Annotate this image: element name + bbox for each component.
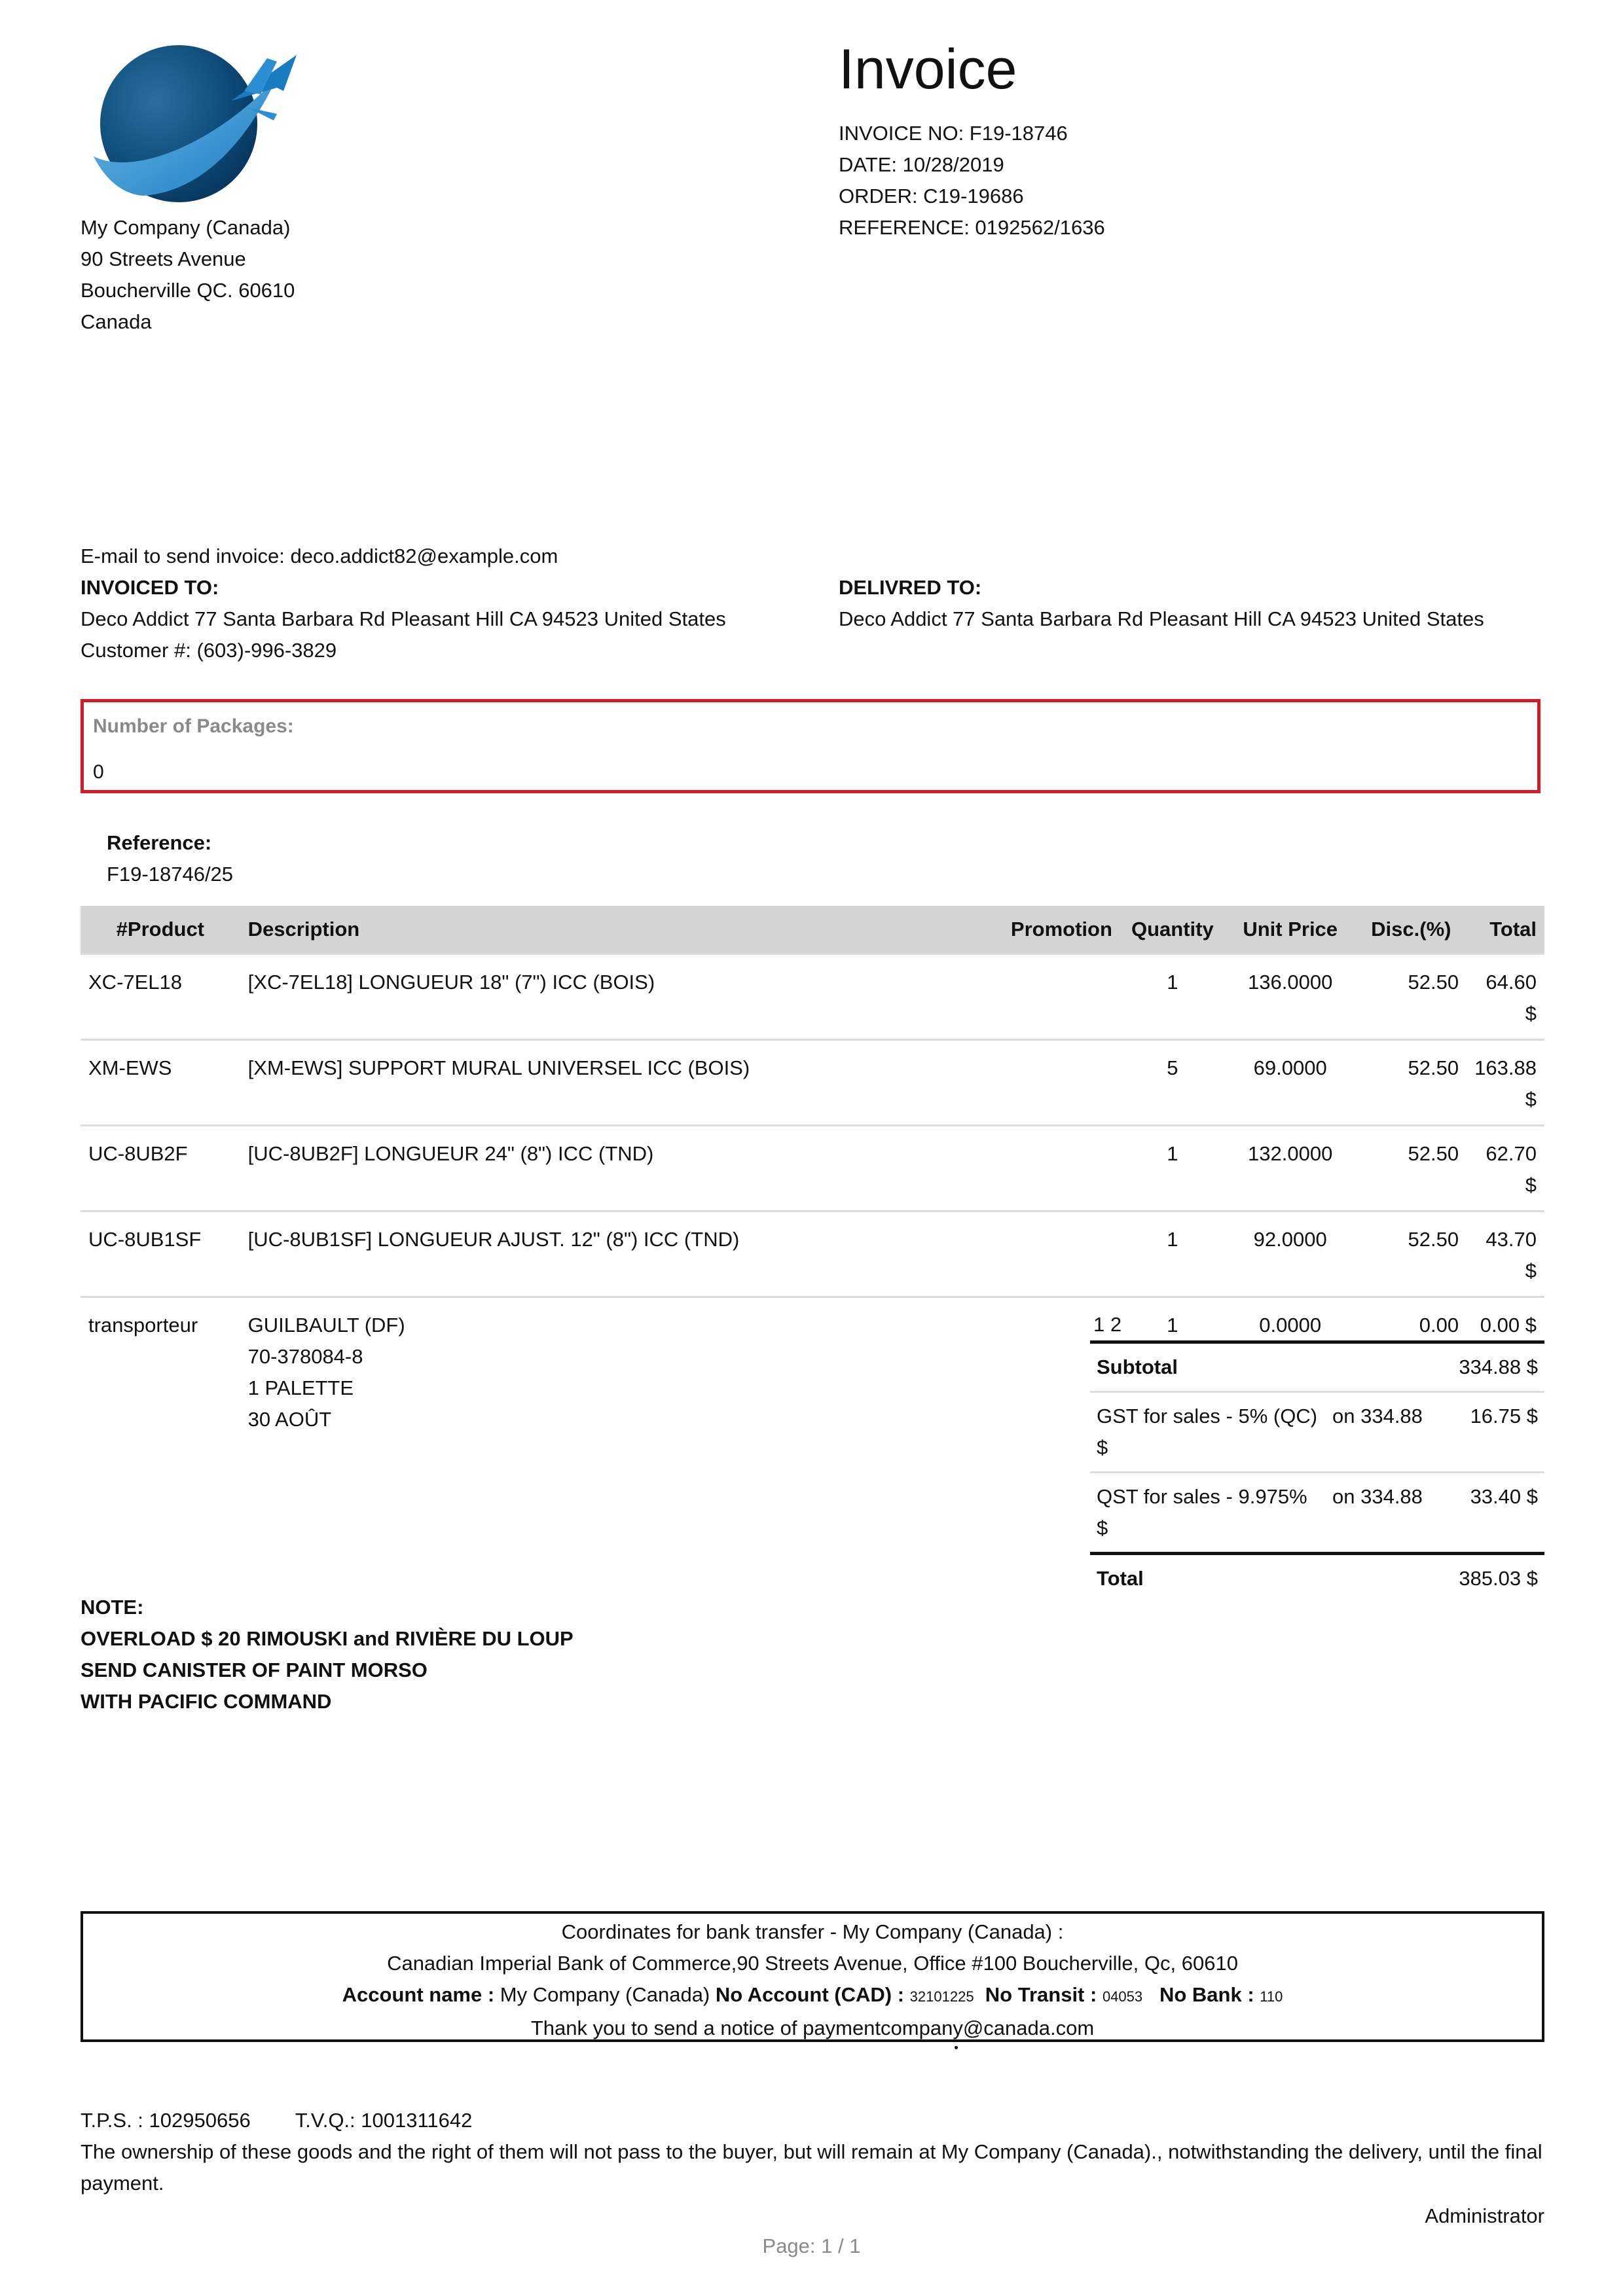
cell-promotion (976, 1040, 1120, 1126)
cell-unit-price: 92.0000 (1225, 1211, 1356, 1297)
cell-total: 163.88 $ (1467, 1040, 1544, 1126)
table-row (81, 1211, 1544, 1297)
packages-value: 0 (93, 761, 104, 783)
reference-block (107, 827, 233, 890)
qst-label-cell (1090, 1473, 1326, 1554)
account-no: 32101225 (909, 1988, 974, 2005)
footer (81, 2105, 1544, 2199)
cell-promotion (976, 1126, 1120, 1211)
cell-unit-price: 0.0000 (1225, 1297, 1356, 1445)
qst-label: QST for sales - 9.975% (1097, 1485, 1307, 1508)
totals-table (1090, 1340, 1544, 1602)
subtotal-label: Subtotal (1090, 1342, 1326, 1392)
invoice-number: INVOICE NO: F19-18746 (839, 122, 1068, 145)
table-header-row (81, 906, 1544, 954)
invoice-date: DATE: 10/28/2019 (839, 153, 1004, 176)
bank-transfer-box (81, 1911, 1544, 2042)
separator-dot (955, 2046, 958, 2049)
gst-row (1090, 1392, 1544, 1473)
gst-label-cell (1090, 1392, 1326, 1473)
cell-discount: 0.00 (1356, 1297, 1467, 1445)
column-header: #Product (81, 906, 240, 954)
account-no-label: No Account (CAD) : (715, 1983, 905, 2006)
cell-total: 43.70 $ (1467, 1211, 1544, 1297)
tps-number: T.P.S. : 102950656 (81, 2109, 251, 2132)
delivered-to-label: DELIVRED TO: (839, 576, 982, 599)
cell-product: UC-8UB1SF (81, 1211, 240, 1297)
packages-label: Number of Packages: (93, 715, 294, 737)
company-logo (81, 42, 303, 209)
table-row (81, 954, 1544, 1040)
company-country: Canada (81, 310, 152, 333)
cell-description: [UC-8UB1SF] LONGUEUR AJUST. 12" (8") ICC (TND) (240, 1211, 976, 1297)
packages-box (81, 699, 1541, 793)
note-line: OVERLOAD $ 20 RIMOUSKI and RIVIÈRE DU LOUP (81, 1627, 574, 1650)
cell-description: [UC-8UB2F] LONGUEUR 24" (8") ICC (TND) (240, 1126, 976, 1211)
column-header: Quantity (1120, 906, 1225, 954)
tax-ids (81, 2105, 1544, 2136)
transit-label: No Transit : (985, 1983, 1097, 2006)
gst-base-unit: $ (1097, 1436, 1108, 1459)
cell-quantity: 1 (1120, 1211, 1225, 1297)
description-line: 70-378084-8 (247, 1345, 363, 1368)
total-label: Total (1090, 1554, 1326, 1603)
qst-base: on 334.88 (1326, 1473, 1437, 1554)
column-header: Disc.(%) (1356, 906, 1467, 954)
qst-value: 33.40 $ (1437, 1473, 1544, 1554)
bank-no: 110 (1260, 1988, 1283, 2005)
subtotal-row (1090, 1342, 1544, 1392)
cell-description: [XC-7EL18] LONGUEUR 18" (7") ICC (BOIS) (240, 954, 976, 1040)
invoice-reference: REFERENCE: 0192562/1636 (839, 216, 1105, 239)
cell-total: 64.60 $ (1467, 954, 1544, 1040)
cell-promotion (976, 1211, 1120, 1297)
description-line: GUILBAULT (DF) (247, 1314, 405, 1336)
cell-unit-price: 69.0000 (1225, 1040, 1356, 1126)
bank-address: Canadian Imperial Bank of Commerce,90 Streets Avenue, Office #100 Boucherville, Qc, 60610 (387, 1952, 1238, 1975)
delivered-to-block (839, 572, 1484, 635)
total-value: 385.03 $ (1437, 1554, 1544, 1603)
cell-description: [XM-EWS] SUPPORT MURAL UNIVERSEL ICC (BOIS) (240, 1040, 976, 1126)
bank-title: Coordinates for bank transfer - My Company (Canada) : (561, 1920, 1064, 1943)
note-line: WITH PACIFIC COMMAND (81, 1690, 332, 1713)
signer-name: Administrator (1425, 2204, 1544, 2227)
account-name: My Company (Canada) (500, 1983, 710, 2006)
invoice-meta (839, 118, 1105, 243)
company-street: 90 Streets Avenue (81, 247, 246, 270)
qst-row (1090, 1473, 1544, 1554)
invoiced-to-block (81, 572, 726, 666)
company-name: My Company (Canada) (81, 216, 291, 239)
cell-discount: 52.50 (1356, 1211, 1467, 1297)
cell-total: 0.00 $ (1467, 1297, 1544, 1445)
table-row (81, 1126, 1544, 1211)
note-label: NOTE: (81, 1596, 144, 1619)
note-line: SEND CANISTER OF PAINT MORSO (81, 1659, 428, 1681)
invoiced-to-label: INVOICED TO: (81, 576, 219, 599)
cell-unit-price: 132.0000 (1225, 1126, 1356, 1211)
cell-discount: 52.50 (1356, 1126, 1467, 1211)
company-address (81, 212, 295, 338)
bank-account-line (83, 1979, 1542, 2013)
cell-quantity: 1 (1120, 1126, 1225, 1211)
column-header: Total (1467, 906, 1544, 954)
cell-product: transporteur (81, 1297, 240, 1445)
column-header: Unit Price (1225, 906, 1356, 954)
totals-note: 1 2 (1093, 1313, 1122, 1336)
cell-product: XC-7EL18 (81, 954, 240, 1040)
delivered-to-address: Deco Addict 77 Santa Barbara Rd Pleasant Hill CA 94523 United States (839, 607, 1484, 630)
total-row (1090, 1554, 1544, 1603)
reference-label: Reference: (107, 831, 212, 854)
gst-base: on 334.88 (1326, 1392, 1437, 1473)
account-name-label: Account name : (342, 1983, 495, 2006)
cell-product: XM-EWS (81, 1040, 240, 1126)
cell-discount: 52.50 (1356, 954, 1467, 1040)
transit-no: 04053 (1102, 1988, 1143, 2005)
cell-quantity: 1 (1120, 954, 1225, 1040)
bank-thanks: Thank you to send a notice of paymentcompany@canada.com (530, 2017, 1095, 2039)
cell-quantity: 1 (1120, 1297, 1225, 1445)
cell-discount: 52.50 (1356, 1040, 1467, 1126)
invoiced-to-address: Deco Addict 77 Santa Barbara Rd Pleasant Hill CA 94523 United States (81, 607, 726, 630)
cell-description (240, 1297, 976, 1445)
cell-quantity: 5 (1120, 1040, 1225, 1126)
cell-total: 62.70 $ (1467, 1126, 1544, 1211)
description-line: 1 PALETTE (247, 1376, 354, 1399)
gst-value: 16.75 $ (1437, 1392, 1544, 1473)
cell-promotion (976, 954, 1120, 1040)
subtotal-value: 334.88 $ (1437, 1342, 1544, 1392)
ownership-clause: The ownership of these goods and the right of them will not pass to the buyer, but will remain at My Company (Canada)., notwithstanding the delivery, until the final payment. (81, 2140, 1542, 2195)
invoice-order: ORDER: C19-19686 (839, 185, 1024, 207)
cell-unit-price: 136.0000 (1225, 954, 1356, 1040)
tvq-number: T.V.Q.: 1001311642 (295, 2109, 473, 2132)
cell-product: UC-8UB2F (81, 1126, 240, 1211)
description-line: 30 AOÛT (247, 1408, 332, 1431)
invoice-email-line: E-mail to send invoice: deco.addict82@example.com (81, 545, 558, 567)
bank-no-label: No Bank : (1159, 1983, 1254, 2006)
gst-label: GST for sales - 5% (QC) (1097, 1405, 1318, 1427)
invoice-title: Invoice (839, 38, 1017, 101)
customer-number: Customer #: (603)-996-3829 (81, 639, 337, 662)
column-header: Description (240, 906, 976, 954)
reference-value: F19-18746/25 (107, 863, 234, 886)
column-header: Promotion (976, 906, 1120, 954)
page-number: Page: 1 / 1 (762, 2234, 861, 2257)
table-row (81, 1040, 1544, 1126)
company-city: Boucherville QC. 60610 (81, 279, 295, 302)
invoice-note (81, 1592, 574, 1717)
qst-base-unit: $ (1097, 1516, 1108, 1539)
